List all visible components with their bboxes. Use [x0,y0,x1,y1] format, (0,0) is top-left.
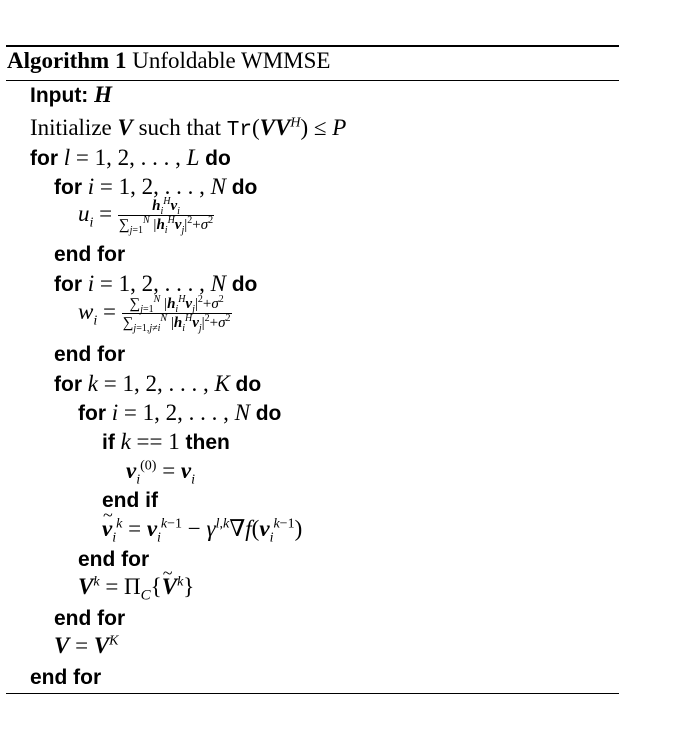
end-for-v: end for [78,548,150,571]
for-user-w-line: for i = 1, 2, . . . , N do [54,271,258,296]
input-keyword: Input: [30,84,89,107]
initialize-line: Initialize V such that $Tr(VV^H) \le P$ [30,115,347,142]
gradient-step-equation: ~ $v_i^k = v_i^{k-1} - \gamma^{l,k}\nabla f(v_i^{k-1})$ [102,516,302,542]
input-line [30,82,112,108]
final-assignment-equation: $V = V^K$ [54,633,119,658]
projection-equation: $V^k$ = $\Pi_C\{\sim$ $V^k$} [78,574,194,600]
for-iteration-line: for k = 1, 2, . . . , K do [54,371,262,396]
end-for-l: end for [30,666,102,689]
top-rule [6,45,619,47]
w-update-equation: $w_i$ = $\frac{\sum_{j=1}^N |h_i^Hv_j|^2+\sigma^2}{\sum_{j=1,j\ne i}^N |h_i^Hv_j|^2+\sigma^2}$ [78,294,231,334]
if-first-iteration-line: if k == 1 then [102,429,230,454]
for-layer-line: for l = 1, 2, . . . , L do [30,145,231,170]
initialize-text: Initialize [30,115,112,140]
algorithm-label: Algorithm 1 [7,48,127,73]
bottom-rule [6,693,619,694]
end-for-u: end for [54,243,126,266]
such-that-text: such that [138,115,221,140]
v-init-equation: $v_i^{(0)} = v_i$ [126,458,196,488]
algorithm-caption [7,48,330,74]
end-for-w: end for [54,343,126,366]
for-user-v-line: for i = 1, 2, . . . , N do [78,400,282,425]
caption-rule [6,80,619,81]
end-for-k: end for [54,607,126,630]
algorithm-name: Unfoldable WMMSE [132,48,331,73]
for-user-u-line: for i = 1, 2, . . . , N do [54,174,258,199]
channel-matrix-symbol: H [94,82,112,107]
end-if: end if [102,489,158,512]
u-update-equation: $u_i$ = $\frac{h_i^Hv_i}{\sum_{j=1}^N |h_i^Hv_j|^2+\sigma^2}$ [78,196,214,236]
